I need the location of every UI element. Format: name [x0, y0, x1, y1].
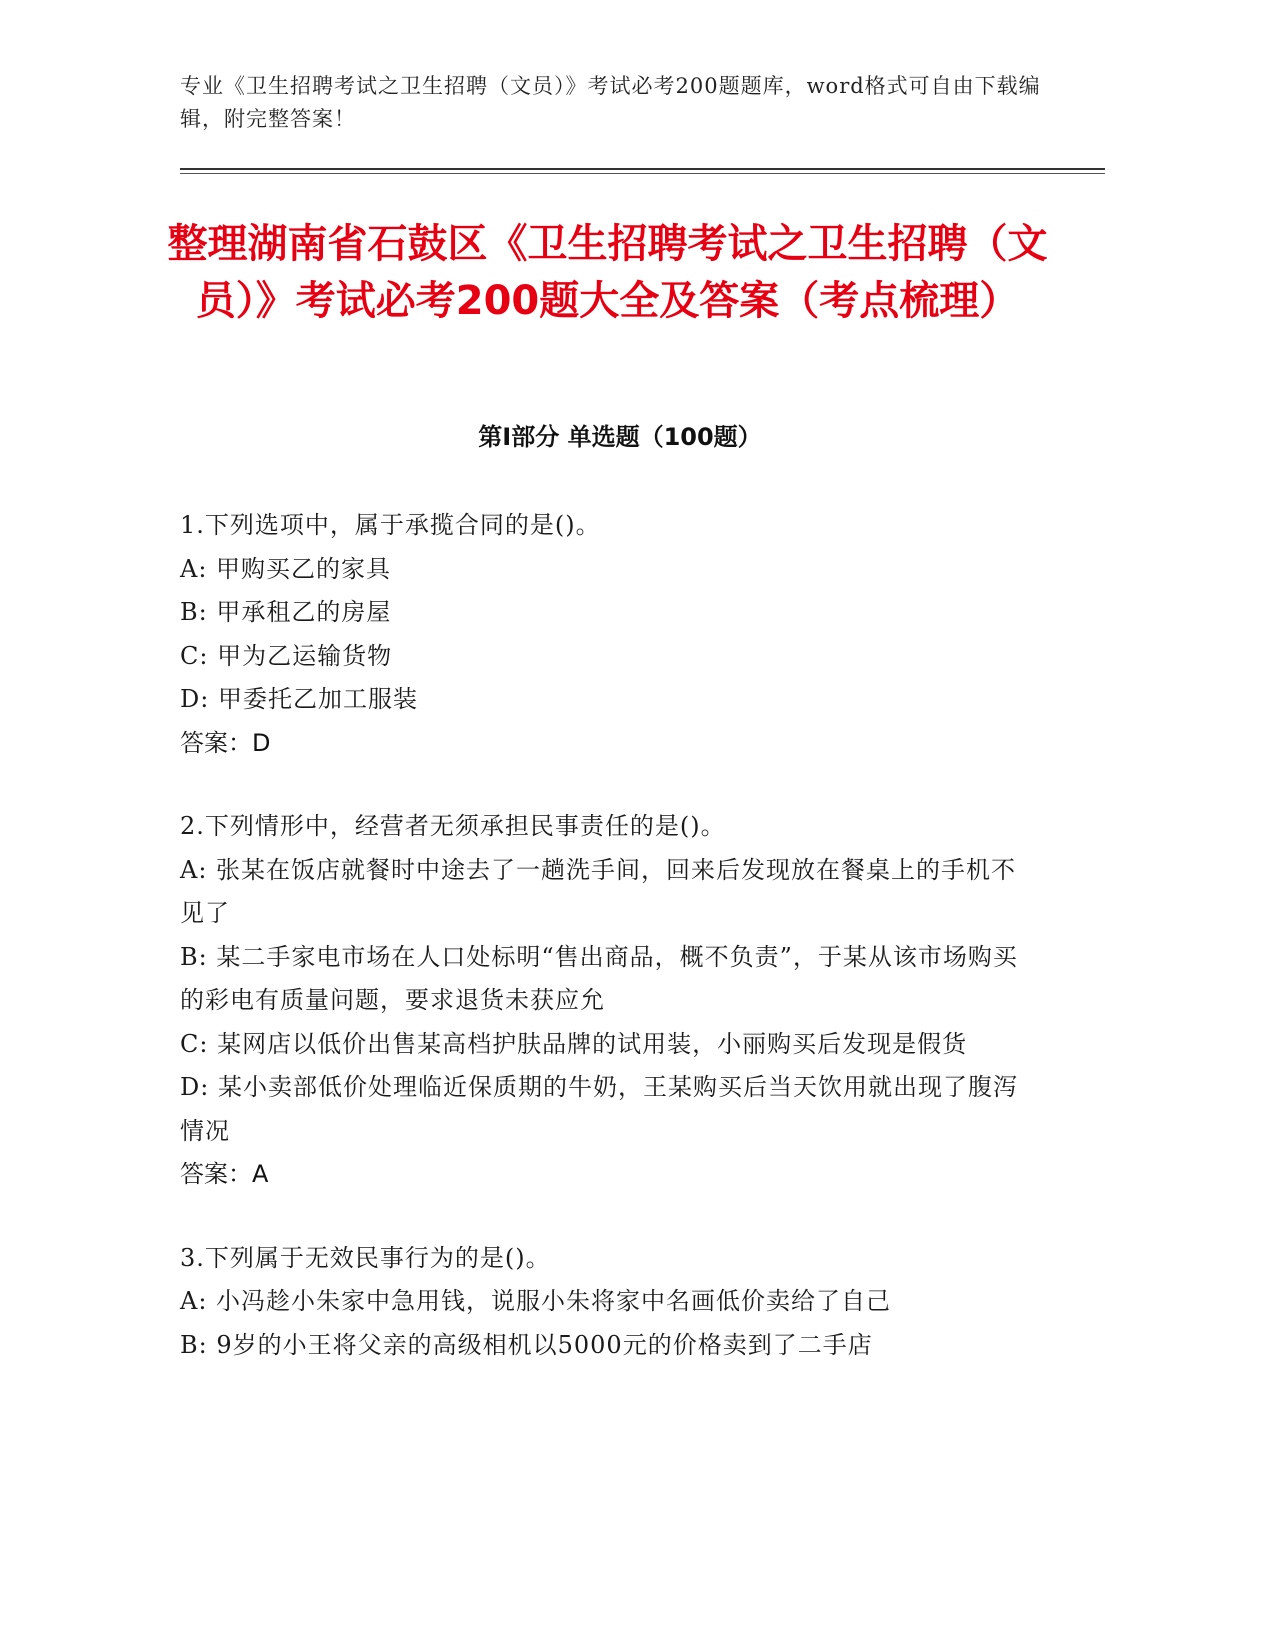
question-2	[180, 805, 1040, 1197]
option-a: A: 甲购买乙的家具	[180, 554, 392, 583]
option-d: D: 某小卖部低价处理临近保质期的牛奶，王某购买后当天饮用就出现了腹泻情况	[180, 1073, 1018, 1145]
header-rule-thick	[180, 168, 1105, 170]
option-c: C: 某网店以低价出售某高档护肤品牌的试用装，小丽购买后发现是假货	[180, 1029, 968, 1058]
option-d: D: 甲委托乙加工服装	[180, 685, 418, 713]
option-a: A: 张某在饭店就餐时中途去了一趟洗手间，回来后发现放在餐桌上的手机不见了	[180, 855, 1017, 927]
question-stem: 2.下列情形中，经营者无须承担民事责任的是()。	[180, 812, 726, 840]
header-rule-thin	[180, 173, 1105, 174]
option-a: A: 小冯趁小朱家中急用钱，说服小朱将家中名画低价卖给了自己	[180, 1287, 892, 1315]
answer-line: 答案：A	[180, 1160, 269, 1188]
header-note: 专业《卫生招聘考试之卫生招聘（文员）》考试必考200题题库，word格式可自由下载编辑，附完整答案！	[180, 74, 1041, 131]
option-b: B: 9岁的小王将父亲的高级相机以5000元的价格卖到了二手店	[180, 1330, 873, 1359]
question-list	[180, 504, 1040, 1407]
document-title: 整理湖南省石鼓区《卫生招聘考试之卫生招聘（文员）》考试必考200题大全及答案（考点梳理）	[167, 221, 1048, 324]
section-heading: 第Ⅰ部分 单选题（100题）	[478, 423, 762, 451]
question-stem: 3.下列属于无效民事行为的是()。	[180, 1243, 551, 1272]
question-1	[180, 504, 1040, 765]
option-c: C: 甲为乙运输货物	[180, 641, 393, 670]
question-3	[180, 1237, 1040, 1368]
option-b: B: 某二手家电市场在人口处标明“售出商品，概不负责”，于某从该市场购买的彩电有质量问题，要求退货未获应允	[180, 942, 1018, 1014]
question-stem: 1.下列选项中，属于承揽合同的是()。	[180, 511, 601, 539]
answer-line: 答案：D	[180, 728, 271, 757]
option-b: B: 甲承租乙的房屋	[180, 598, 392, 626]
